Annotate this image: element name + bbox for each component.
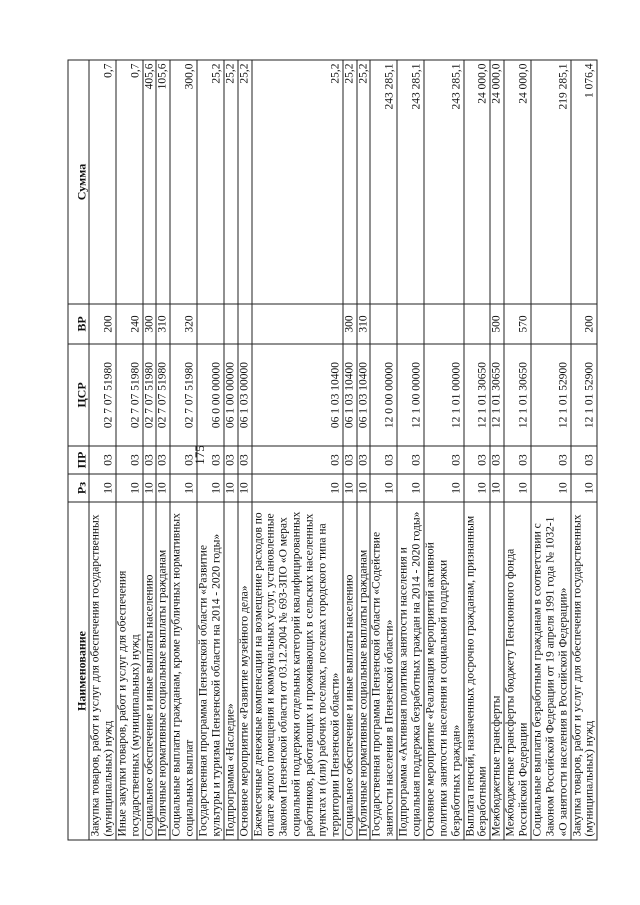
cell-csr: 06 1 03 10400 xyxy=(357,344,371,446)
cell-vr: 300 xyxy=(343,304,357,344)
cell-name: Подпрограмма «Наследие» xyxy=(224,502,238,840)
cell-name: Государственная программа Пензенской области «Развитие культуры и туризма Пензенской области на 2014 - 2020 годы» xyxy=(197,502,224,840)
cell-rz: 10 xyxy=(464,474,491,502)
cell-rz: 10 xyxy=(343,474,357,502)
cell-pr: 03 xyxy=(490,446,504,474)
cell-name: Социальное обеспечение и иные выплаты населению xyxy=(143,502,157,840)
cell-name: Публичные нормативные социальные выплаты гражданам xyxy=(357,502,371,840)
cell-name: Выплата пенсий, назначенных досрочно гражданам, признанным безработными xyxy=(464,502,491,840)
cell-name: Основное мероприятие «Реализация мероприятий активной политики занятости населения и социальной поддержки безработных граждан» xyxy=(424,502,464,840)
cell-csr: 02 7 07 51980 xyxy=(170,344,197,446)
cell-csr: 06 0 00 00000 xyxy=(197,344,224,446)
cell-vr: 310 xyxy=(156,304,170,344)
budget-table xyxy=(68,60,598,841)
table-row xyxy=(397,60,424,840)
cell-sum: 243 285,1 xyxy=(370,60,397,304)
cell-pr: 03 xyxy=(343,446,357,474)
cell-sum: 243 285,1 xyxy=(397,60,424,304)
cell-vr: 320 xyxy=(170,304,197,344)
cell-name: Основное мероприятие «Развитие музейного дела» xyxy=(238,502,252,840)
cell-vr: 240 xyxy=(116,304,143,344)
cell-rz: 10 xyxy=(143,474,157,502)
cell-sum: 24 000,0 xyxy=(464,60,491,304)
cell-pr: 03 xyxy=(224,446,238,474)
cell-csr: 12 1 01 30650 xyxy=(490,344,504,446)
cell-pr: 03 xyxy=(397,446,424,474)
cell-sum: 25,2 xyxy=(343,60,357,304)
rotated-table-container xyxy=(68,61,613,841)
cell-rz: 10 xyxy=(504,474,531,502)
cell-sum: 25,2 xyxy=(224,60,238,304)
table-row xyxy=(116,60,143,840)
cell-name: Государственная программа Пензенской области «Содействие занятости населения в Пензенской области» xyxy=(370,502,397,840)
cell-csr: 12 1 01 30650 xyxy=(464,344,491,446)
cell-rz: 10 xyxy=(531,474,571,502)
cell-csr: 02 7 07 51980 xyxy=(143,344,157,446)
cell-name: Закупка товаров, работ и услуг для обеспечения государственных (муниципальных) нужд xyxy=(571,502,598,840)
cell-sum: 25,2 xyxy=(252,60,343,304)
header-rz: Рз xyxy=(68,474,89,502)
cell-pr: 03 xyxy=(531,446,571,474)
cell-vr: 300 xyxy=(143,304,157,344)
cell-vr xyxy=(224,304,238,344)
cell-csr: 02 7 07 51980 xyxy=(156,344,170,446)
cell-sum: 0,7 xyxy=(89,60,116,304)
cell-csr: 06 1 00 00000 xyxy=(224,344,238,446)
cell-rz: 10 xyxy=(571,474,598,502)
cell-pr: 03 xyxy=(370,446,397,474)
cell-pr: 03 xyxy=(170,446,197,474)
cell-sum: 405,6 xyxy=(143,60,157,304)
cell-csr: 02 7 07 51980 xyxy=(89,344,116,446)
table-row xyxy=(197,60,224,840)
cell-rz: 10 xyxy=(170,474,197,502)
cell-pr: 03 xyxy=(89,446,116,474)
header-sum: Сумма xyxy=(68,60,89,304)
cell-vr: 500 xyxy=(490,304,504,344)
header-name: Наименование xyxy=(68,502,89,840)
cell-name: Социальные выплаты гражданам, кроме публичных нормативных социальных выплат xyxy=(170,502,197,840)
cell-vr xyxy=(424,304,464,344)
table-row xyxy=(424,60,464,840)
cell-sum: 25,2 xyxy=(197,60,224,304)
cell-pr: 03 xyxy=(143,446,157,474)
cell-pr: 03 xyxy=(504,446,531,474)
cell-sum: 25,2 xyxy=(357,60,371,304)
cell-rz: 10 xyxy=(424,474,464,502)
cell-csr: 12 0 00 00000 xyxy=(370,344,397,446)
cell-vr xyxy=(531,304,571,344)
cell-csr: 06 1 03 10400 xyxy=(252,344,343,446)
cell-csr: 12 1 01 52900 xyxy=(531,344,571,446)
cell-csr: 12 1 00 00000 xyxy=(397,344,424,446)
cell-name: Иные закупки товаров, работ и услуг для обеспечения государственных (муниципальных) нужд xyxy=(116,502,143,840)
cell-rz: 10 xyxy=(116,474,143,502)
table-row xyxy=(143,60,157,840)
table-row xyxy=(89,60,116,840)
cell-rz: 10 xyxy=(357,474,371,502)
table-row xyxy=(504,60,531,840)
cell-vr xyxy=(464,304,491,344)
cell-sum: 105,6 xyxy=(156,60,170,304)
cell-name: Публичные нормативные социальные выплаты гражданам xyxy=(156,502,170,840)
cell-sum: 24 000,0 xyxy=(490,60,504,304)
table-row xyxy=(224,60,238,840)
cell-csr: 06 1 03 10400 xyxy=(343,344,357,446)
table-row xyxy=(490,60,504,840)
cell-name: Подпрограмма «Активная политика занятости населения и социальная поддержка безработных граждан на 2014 - 2020 годы» xyxy=(397,502,424,840)
table-body xyxy=(89,60,597,840)
cell-sum: 0,7 xyxy=(116,60,143,304)
cell-rz: 10 xyxy=(89,474,116,502)
cell-pr: 03 xyxy=(424,446,464,474)
cell-vr: 200 xyxy=(89,304,116,344)
cell-rz: 10 xyxy=(238,474,252,502)
table-row xyxy=(343,60,357,840)
table-row xyxy=(170,60,197,840)
cell-rz: 10 xyxy=(370,474,397,502)
cell-vr: 570 xyxy=(504,304,531,344)
cell-csr: 12 1 01 30650 xyxy=(504,344,531,446)
cell-name: Социальное обеспечение и иные выплаты населению xyxy=(343,502,357,840)
header-vr: ВР xyxy=(68,304,89,344)
cell-pr: 03 xyxy=(238,446,252,474)
cell-csr: 02 7 07 51980 xyxy=(116,344,143,446)
cell-pr: 03 xyxy=(571,446,598,474)
cell-vr xyxy=(397,304,424,344)
cell-vr xyxy=(252,304,343,344)
cell-rz: 10 xyxy=(252,474,343,502)
cell-name: Закупка товаров, работ и услуг для обеспечения государственных (муниципальных) нужд xyxy=(89,502,116,840)
cell-rz: 10 xyxy=(224,474,238,502)
table-row xyxy=(238,60,252,840)
cell-vr xyxy=(238,304,252,344)
cell-pr: 03 xyxy=(116,446,143,474)
cell-vr: 200 xyxy=(571,304,598,344)
cell-rz: 10 xyxy=(397,474,424,502)
page-number: 175 xyxy=(192,445,207,465)
cell-pr: 03 xyxy=(357,446,371,474)
cell-pr: 03 xyxy=(156,446,170,474)
table-row xyxy=(531,60,571,840)
table-row xyxy=(464,60,491,840)
cell-sum: 219 285,1 xyxy=(531,60,571,304)
table-header-row xyxy=(68,60,89,840)
cell-sum: 24 000,0 xyxy=(504,60,531,304)
cell-pr: 03 xyxy=(464,446,491,474)
cell-csr: 12 1 01 00000 xyxy=(424,344,464,446)
cell-sum: 243 285,1 xyxy=(424,60,464,304)
cell-csr: 12 1 01 52900 xyxy=(571,344,598,446)
cell-sum: 300,0 xyxy=(170,60,197,304)
cell-vr xyxy=(370,304,397,344)
cell-rz: 10 xyxy=(490,474,504,502)
table-row xyxy=(370,60,397,840)
cell-name: Социальные выплаты безработным гражданам в соответствии с Законом Российской Федерации от 19 апреля 1991 года № 1032-1 «О занятости населения в Российской Федерации» xyxy=(531,502,571,840)
cell-sum: 1 076,4 xyxy=(571,60,598,304)
cell-name: Ежемесячные денежные компенсации на возмещение расходов по оплате жилого помещения и коммунальных услуг, установленные Законом Пензенской области от 03.12.2004 № 693-ЗПО «О мерах социальной поддержки отдельных категорий квалифицированных работников, работающих и проживающих в сельских населенных пунктах и (или) рабочих поселках, поселках городского типа на территории Пензенской области» xyxy=(252,502,343,840)
cell-vr xyxy=(197,304,224,344)
cell-pr: 03 xyxy=(197,446,224,474)
table-row xyxy=(156,60,170,840)
table-row xyxy=(357,60,371,840)
cell-sum: 25,2 xyxy=(238,60,252,304)
table-row xyxy=(252,60,343,840)
cell-name: Межбюджетные трансферты бюджету Пенсионного фонда Российской Федерации xyxy=(504,502,531,840)
cell-vr: 310 xyxy=(357,304,371,344)
cell-rz: 10 xyxy=(197,474,224,502)
cell-rz: 10 xyxy=(156,474,170,502)
cell-pr: 03 xyxy=(252,446,343,474)
table-row xyxy=(571,60,598,840)
cell-csr: 06 1 03 00000 xyxy=(238,344,252,446)
header-pr: ПР xyxy=(68,446,89,474)
header-csr: ЦСР xyxy=(68,344,89,446)
cell-name: Межбюджетные трансферты xyxy=(490,502,504,840)
